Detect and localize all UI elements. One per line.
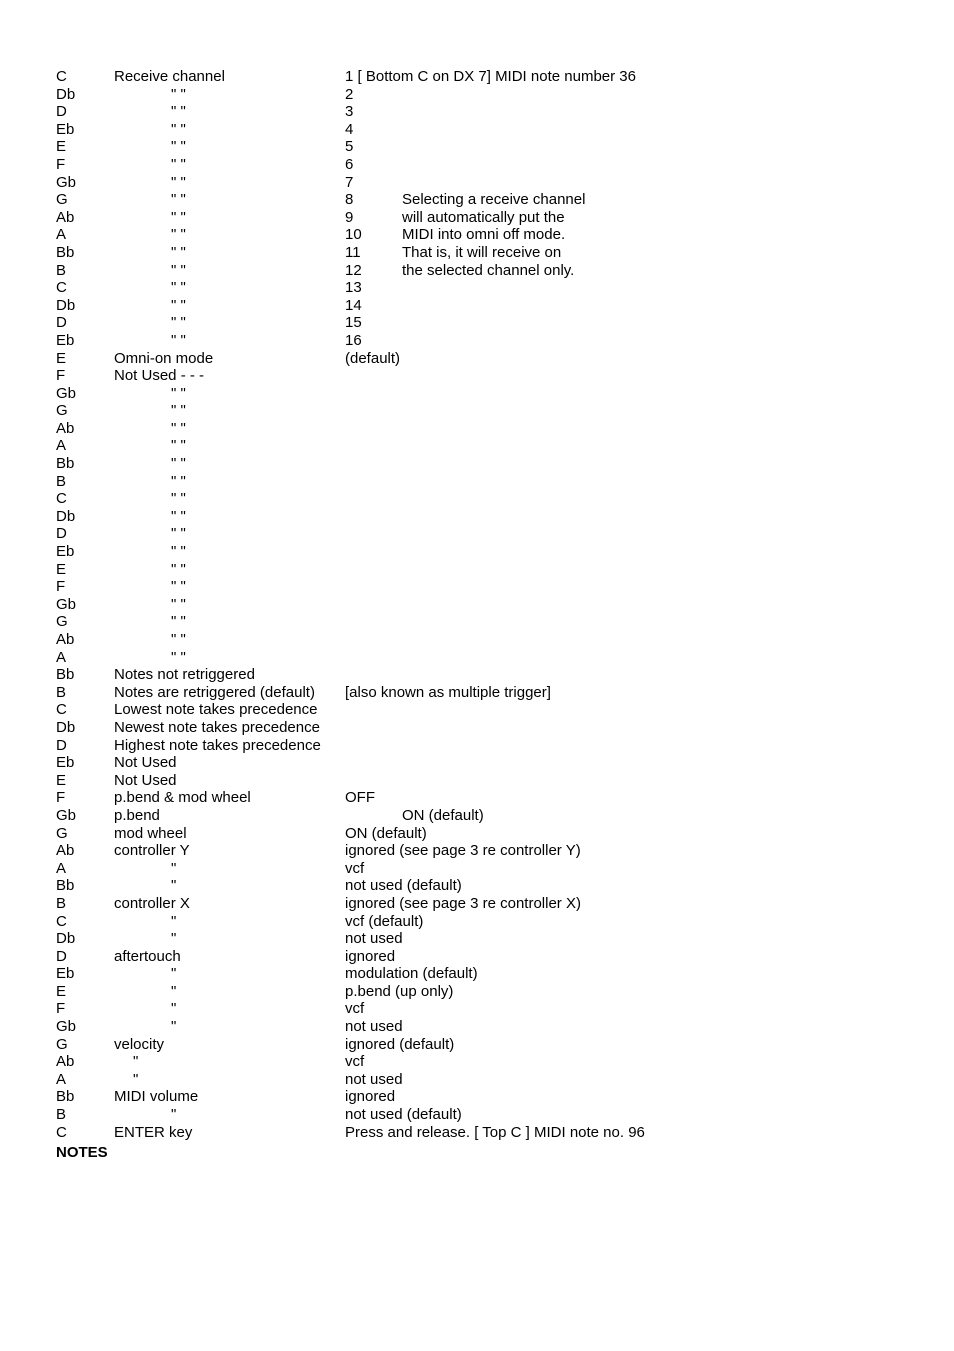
setting-value: 15 [345, 314, 362, 332]
function-label: " [171, 912, 177, 930]
table-row [56, 473, 936, 491]
setting-value: 11 [345, 243, 361, 261]
table-row [56, 332, 936, 350]
table-row [56, 983, 936, 1001]
note-name: Bb [56, 455, 75, 473]
function-label: " " [171, 85, 186, 103]
note-name: E [56, 138, 67, 156]
table-row [56, 930, 936, 948]
function-label: " " [171, 648, 186, 666]
note-name: F [56, 155, 66, 173]
setting-value: vcf [345, 1053, 365, 1071]
function-label: " [171, 982, 177, 1000]
table-row [56, 314, 936, 332]
table-row [56, 437, 936, 455]
note-name: B [56, 472, 67, 490]
setting-value: (default) [345, 349, 401, 367]
setting-value: 10 [345, 226, 362, 244]
setting-value: 12 [345, 261, 362, 279]
table-row [56, 913, 936, 931]
setting-value: Press and release. [ Top C ] MIDI note no. 96 [345, 1123, 645, 1141]
function-label: " " [171, 279, 186, 297]
table-row [56, 789, 936, 807]
note-name: B [56, 894, 67, 912]
function-label: " " [171, 314, 186, 332]
table-row [56, 754, 936, 772]
setting-value: 9 [345, 208, 354, 226]
table-row [56, 719, 936, 737]
table-row [56, 1018, 936, 1036]
setting-value: [also known as multiple trigger] [345, 683, 551, 701]
note-name: D [56, 525, 67, 543]
table-row [56, 138, 936, 156]
setting-value: ignored (default) [345, 1035, 455, 1053]
table-row [56, 842, 936, 860]
table-row [56, 948, 936, 966]
setting-value: vcf (default) [345, 912, 424, 930]
function-label: p.bend & mod wheel [114, 789, 251, 807]
function-label: " " [171, 578, 186, 596]
table-row [56, 350, 936, 368]
setting-value: 13 [345, 279, 362, 297]
function-label: " " [171, 402, 186, 420]
table-row [56, 279, 936, 297]
setting-value: not used (default) [345, 1106, 462, 1124]
table-row [56, 490, 936, 508]
table-row [56, 895, 936, 913]
function-label: " " [171, 261, 186, 279]
note-name: G [56, 824, 68, 842]
setting-value: 6 [345, 155, 354, 173]
note-name: Gb [56, 806, 77, 824]
note-name: D [56, 103, 67, 121]
note-name: Eb [56, 120, 75, 138]
setting-value: 7 [345, 173, 354, 191]
setting-value: p.bend (up only) [345, 982, 454, 1000]
setting-value: 5 [345, 138, 354, 156]
note-name: Db [56, 85, 76, 103]
note-name: C [56, 490, 67, 508]
function-label: Not Used [114, 771, 177, 789]
side-note: the selected channel only. [402, 261, 575, 279]
table-row [56, 965, 936, 983]
table-row [56, 860, 936, 878]
function-label: " " [171, 155, 186, 173]
notes-section [56, 1144, 108, 1162]
function-label: controller X [114, 894, 190, 912]
function-label: Omni-on mode [114, 349, 214, 367]
setting-value: 14 [345, 296, 362, 314]
table-row [56, 1106, 936, 1124]
function-label: mod wheel [114, 824, 187, 842]
note-name: A [56, 437, 67, 455]
table-row [56, 262, 936, 280]
note-name: Ab [56, 631, 75, 648]
table-row [56, 1124, 936, 1142]
function-label: " [133, 1070, 139, 1088]
table-row [56, 191, 936, 209]
note-name: C [56, 912, 67, 930]
function-label: " " [171, 595, 186, 613]
function-label: Highest note takes precedence [114, 736, 321, 754]
function-label: " [171, 1000, 177, 1018]
table-row [56, 825, 936, 843]
setting-value: not used [345, 930, 403, 948]
note-name: Bb [56, 666, 75, 684]
table-row [56, 121, 936, 139]
note-name: Gb [56, 595, 77, 613]
table-row [56, 297, 936, 315]
function-label: " " [171, 208, 186, 226]
function-label: " " [171, 560, 186, 578]
function-label: " " [171, 138, 186, 156]
note-name: Db [56, 718, 76, 736]
note-name: F [56, 367, 66, 385]
setting-value: vcf [345, 859, 365, 877]
table-row [56, 877, 936, 895]
note-name: Eb [56, 543, 75, 561]
function-label: " " [171, 490, 186, 508]
side-note: MIDI into omni off mode. [402, 226, 566, 244]
note-name: B [56, 683, 67, 701]
function-label: " " [171, 384, 186, 402]
setting-value: 2 [345, 85, 354, 103]
table-row [56, 666, 936, 684]
function-label: " [171, 859, 177, 877]
function-label: " " [171, 455, 186, 473]
function-label: ENTER key [114, 1123, 193, 1141]
note-name: A [56, 226, 67, 244]
function-label: Notes not retriggered [114, 666, 255, 684]
table-row [56, 68, 936, 86]
note-name: Bb [56, 1088, 75, 1106]
note-name: Bb [56, 877, 75, 895]
midi-note-table [56, 68, 936, 1141]
function-label: " [171, 877, 177, 895]
function-label: " [133, 1053, 139, 1071]
setting-value: 3 [345, 103, 354, 121]
note-name: F [56, 1000, 66, 1018]
table-row [56, 1088, 936, 1106]
table-row [56, 737, 936, 755]
note-name: D [56, 736, 67, 754]
setting-value: ignored (see page 3 re controller X) [345, 894, 581, 912]
side-note: will automatically put the [402, 208, 565, 226]
note-name: G [56, 191, 68, 209]
function-label: " " [171, 507, 186, 525]
note-name: G [56, 402, 68, 420]
table-row [56, 455, 936, 473]
note-name: C [56, 68, 67, 85]
note-name: B [56, 1106, 67, 1124]
table-row [56, 543, 936, 561]
table-row [56, 561, 936, 579]
note-name: C [56, 701, 67, 719]
setting-value: ignored (see page 3 re controller Y) [345, 842, 581, 860]
note-name: Bb [56, 243, 75, 261]
note-name: Ab [56, 208, 75, 226]
table-row [56, 1000, 936, 1018]
function-label: MIDI volume [114, 1088, 199, 1106]
table-row [56, 772, 936, 790]
note-name: Db [56, 930, 76, 948]
setting-value: ignored [345, 947, 396, 965]
function-label: " [171, 1018, 177, 1036]
setting-value: 8 [345, 191, 354, 209]
note-name: Ab [56, 419, 75, 437]
note-name: F [56, 578, 66, 596]
note-name: A [56, 1070, 67, 1088]
setting-value: modulation (default) [345, 965, 478, 983]
function-label: Newest note takes precedence [114, 718, 320, 736]
note-name: Gb [56, 1018, 77, 1036]
note-name: C [56, 279, 67, 297]
note-name: Eb [56, 331, 75, 349]
note-name: C [56, 1123, 67, 1141]
function-label: " " [171, 525, 186, 543]
table-row [56, 1053, 936, 1071]
note-name: Ab [56, 842, 75, 860]
function-label: " " [171, 543, 186, 561]
setting-value: vcf [345, 1000, 365, 1018]
table-row [56, 1036, 936, 1054]
table-row [56, 508, 936, 526]
setting-value: not used [345, 1070, 403, 1088]
function-label: p.bend [114, 806, 160, 824]
function-label: velocity [114, 1035, 165, 1053]
table-row [56, 649, 936, 667]
note-name: E [56, 349, 67, 367]
function-label: " " [171, 103, 186, 121]
function-label: " " [171, 243, 186, 261]
note-name: D [56, 947, 67, 965]
note-name: G [56, 613, 68, 631]
note-name: E [56, 771, 67, 789]
setting-value: OFF [345, 789, 375, 807]
side-note: That is, it will receive on [402, 243, 562, 261]
function-label: " " [171, 631, 186, 648]
table-row [56, 244, 936, 262]
note-name: A [56, 859, 67, 877]
table-row [56, 613, 936, 631]
table-row [56, 156, 936, 174]
table-row [56, 1071, 936, 1089]
note-name: D [56, 314, 67, 332]
note-name: E [56, 982, 67, 1000]
side-note: Selecting a receive channel [402, 191, 586, 209]
note-name: Gb [56, 173, 77, 191]
function-label: aftertouch [114, 947, 181, 965]
table-row [56, 684, 936, 702]
function-label: controller Y [114, 842, 190, 860]
function-label: " [171, 965, 177, 983]
note-name: Db [56, 296, 76, 314]
table-row [56, 807, 936, 825]
function-label: " " [171, 331, 186, 349]
table-row [56, 103, 936, 121]
function-label: " " [171, 472, 186, 490]
function-label: " " [171, 437, 186, 455]
table-row [56, 385, 936, 403]
setting-value: not used (default) [345, 877, 462, 895]
function-label: " " [171, 419, 186, 437]
setting-value: ON (default) [402, 806, 484, 824]
function-label: Receive channel [114, 68, 225, 85]
note-name: G [56, 1035, 68, 1053]
table-row [56, 578, 936, 596]
function-label: " [171, 930, 177, 948]
setting-value: 1 [ Bottom C on DX 7] MIDI note number 36 [345, 68, 636, 85]
table-row [56, 174, 936, 192]
table-row [56, 226, 936, 244]
note-name: Eb [56, 965, 75, 983]
setting-value: 16 [345, 331, 362, 349]
note-name: F [56, 789, 66, 807]
function-label: " " [171, 296, 186, 314]
table-row [56, 596, 936, 614]
note-name: Gb [56, 384, 77, 402]
note-name: Ab [56, 1053, 75, 1071]
table-row [56, 402, 936, 420]
function-label: Not Used [114, 754, 177, 772]
function-label: " [171, 1106, 177, 1124]
note-name: E [56, 560, 67, 578]
note-name: B [56, 261, 67, 279]
function-label: Lowest note takes precedence [114, 701, 318, 719]
setting-value: 4 [345, 120, 354, 138]
table-row [56, 209, 936, 227]
table-row [56, 420, 936, 438]
function-label: " " [171, 613, 186, 631]
function-label: " " [171, 120, 186, 138]
table-row [56, 86, 936, 104]
function-label: Notes are retriggered (default) [114, 683, 315, 701]
setting-value: not used [345, 1018, 403, 1036]
table-row [56, 367, 936, 385]
function-label: " " [171, 226, 186, 244]
note-name: Db [56, 507, 76, 525]
notes-heading: NOTES [56, 1144, 108, 1161]
setting-value: ignored [345, 1088, 396, 1106]
table-row [56, 525, 936, 543]
function-label: Not Used - - - [114, 367, 205, 385]
note-name: A [56, 648, 67, 666]
table-row [56, 631, 936, 649]
setting-value: ON (default) [345, 824, 427, 842]
note-name: Eb [56, 754, 75, 772]
function-label: " " [171, 173, 186, 191]
table-row [56, 701, 936, 719]
function-label: " " [171, 191, 186, 209]
